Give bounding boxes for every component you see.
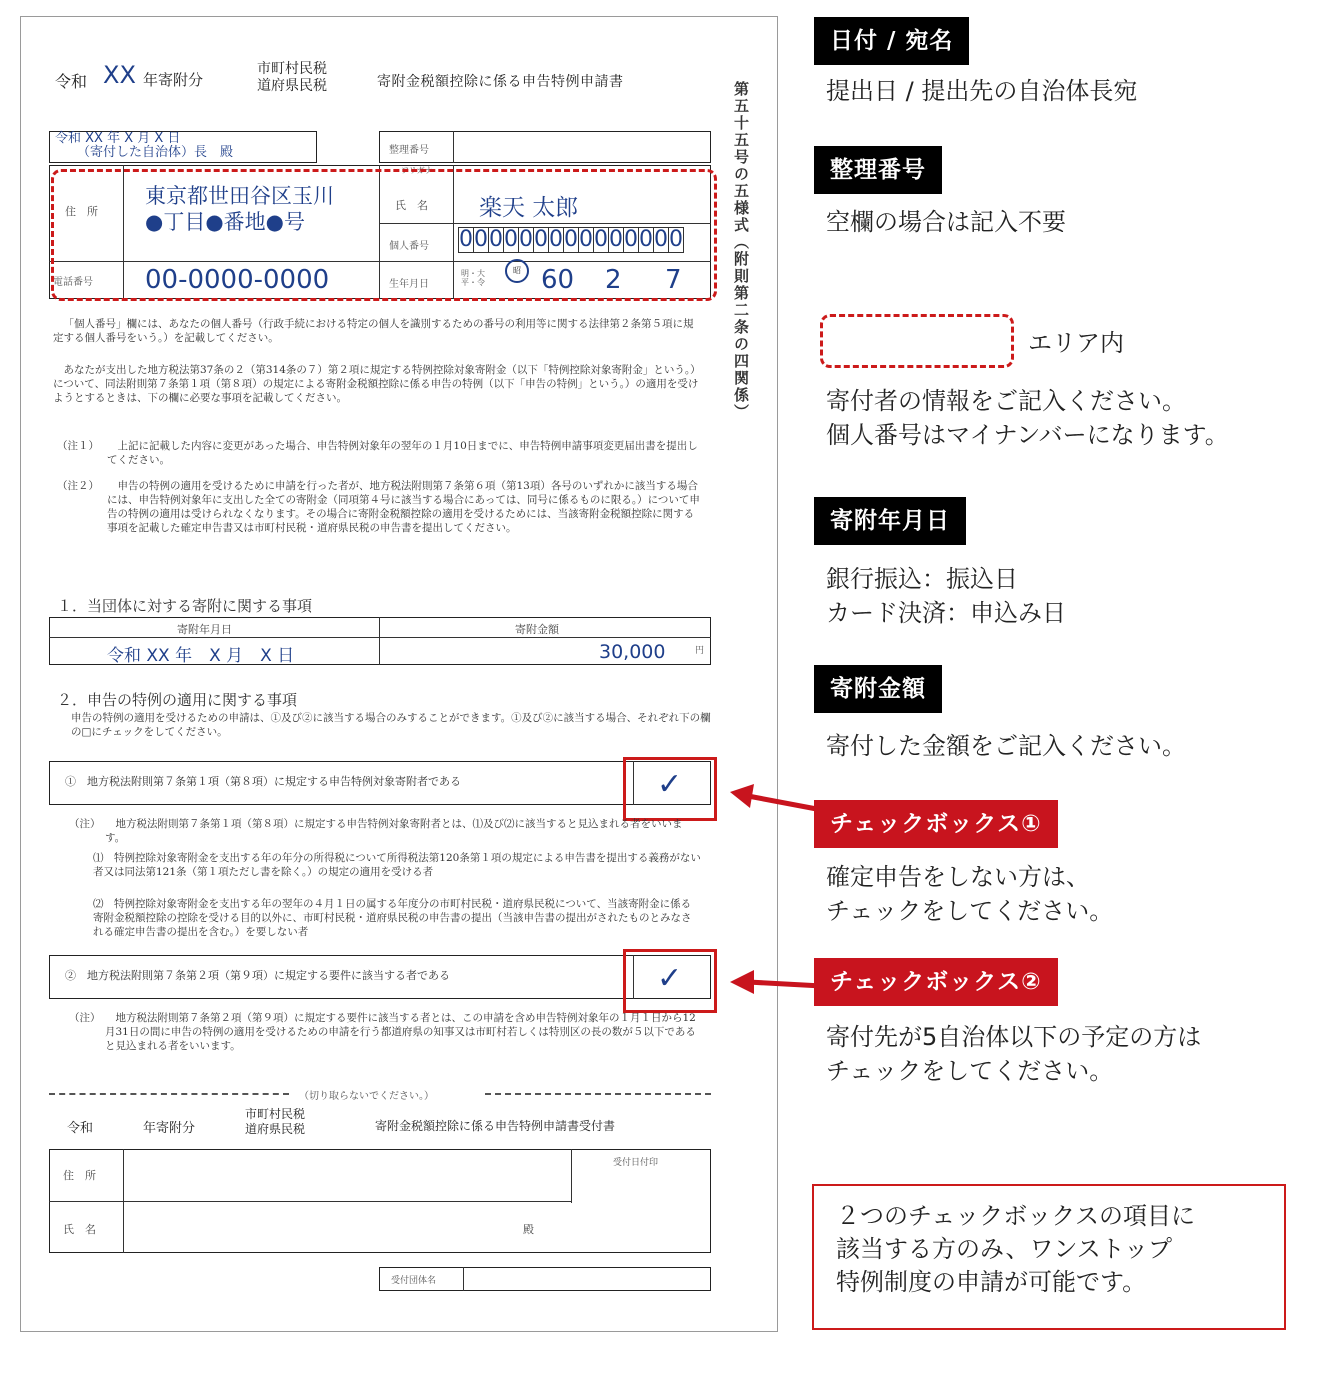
- prefectural-tax: 道府県民税: [257, 78, 327, 94]
- application-form: [20, 16, 778, 1332]
- checkbox2-desc-line-2: チェックをしてください。: [826, 1057, 1114, 1085]
- my-number-digit: 0: [579, 227, 593, 252]
- my-number-digit: 0: [669, 227, 683, 252]
- receipt-reiwa: 令和: [67, 1121, 94, 1136]
- note-line-1: ２つのチェックボックスの項目に: [836, 1202, 1196, 1230]
- item1-sub1: ⑴ 特例控除対象寄附金を支出する年の年分の所得税について所得税法第120条第１項の規定による申告書を提出する義務がない者又は同法第121条（第１項ただし書を除く。）の規定の適用を受ける者: [93, 852, 701, 878]
- form-vertical-title: 第五十五号の五様式（附則第二条の四関係）: [732, 81, 750, 421]
- my-number-digit: 0: [459, 227, 473, 252]
- cut-line-right: [485, 1093, 711, 1095]
- name-label: 氏 名: [395, 199, 428, 212]
- yen-unit: 円: [695, 646, 705, 656]
- name-value: 楽天 太郎: [479, 195, 579, 221]
- date-recipient-text: [55, 132, 233, 160]
- my-number-digit: 0: [549, 227, 563, 252]
- receipt-org-label: 受付団体名: [391, 1276, 437, 1286]
- item2-note: 地方税法附則第７条第２項（第９項）に規定する要件に該当する者とは、この申請を含め申告特例対象年の１月１日から12月31日の間に申告の特例の適用を受けるための申請を行う都道府県の知事又は市町村若しくは特別区の長の数が５以下であると見込まれる者をいいます。: [105, 1012, 696, 1052]
- submit-date: 令和 XX 年 X 月 X 日: [55, 131, 181, 146]
- phone-value: 00-0000-0000: [145, 265, 330, 295]
- checkbox1-text: ① 地方税法附則第７条第１項（第８項）に規定する申告特例対象寄附者である: [65, 775, 461, 788]
- receipt-prefectural-tax: 道府県民税: [245, 1122, 306, 1136]
- receipt-address-label: 住 所: [63, 1169, 96, 1182]
- donation-date-desc-line-2: カード決済：申込み日: [826, 599, 1066, 627]
- era-showa-circle: 昭: [505, 259, 529, 283]
- birth-day: 7: [665, 265, 682, 295]
- section1-title: １．当団体に対する寄附に関する事項: [57, 597, 313, 615]
- municipal-tax: 市町村民税: [257, 61, 327, 77]
- checkbox2-text: ② 地方税法附則第７条第２項（第９項）に規定する要件に該当する者である: [65, 969, 450, 982]
- my-number-digit: 0: [564, 227, 578, 252]
- my-number-label: 個人番号: [389, 241, 429, 252]
- era-marks: 明・大 平・令: [461, 269, 485, 287]
- header-year-xx: XX: [103, 61, 136, 89]
- note2-text: 申告の特例の適用を受けるために申請を行った者が、地方税法附則第７条第６項（第13項）各号のいずれかに該当する場合には、申告特例対象年に支出した全ての寄附金（同項第４号に該当する場合にあっては、同号に係るものに限る。）について申告の特例の適用は受けられなくなります。その場合に寄附金税額控除の適用を受けるためには、当該寄附金税額控除に関する事項を記載した確定申告書又は市町村民税・道府県民税の申告書を提出してください。: [107, 480, 700, 534]
- item2-note-label: （注）: [69, 1012, 101, 1024]
- my-number-digit: 0: [624, 227, 638, 252]
- address-label: 住 所: [65, 205, 98, 218]
- area-desc-line-1: 寄付者の情報をご記入ください。: [826, 387, 1186, 415]
- my-number-digit: 0: [519, 227, 533, 252]
- checkbox2-annotation-desc: [826, 1020, 1201, 1088]
- section2-intro: 申告の特例の適用を受けるための申請は、①及び②に該当する場合のみすることができます。①及び②に該当する場合、それぞれ下の欄の□にチェックをしてください。: [71, 712, 711, 738]
- receipt-municipal-tax: 市町村民税: [245, 1107, 306, 1121]
- recipient: （寄付した自治体）長 殿: [77, 145, 234, 160]
- item1-note: 地方税法附則第７条第１項（第８項）に規定する申告特例対象寄附者とは、⑴及び⑵に該当すると見込まれる者をいいます。: [105, 818, 683, 844]
- checkbox2-highlight: [623, 949, 717, 1013]
- checkbox1-highlight: [623, 757, 717, 821]
- special-case-instruction: あなたが支出した地方税法第37条の２（第314条の７）第２項に規定する特例控除対象寄附金（以下「特例控除対象寄附金」という。）について、同法附則第７条第１項（第８項）の規定による寄附金税額控除に係る申告の特例（以下「申告の特例」という。）の適用を受けようとするときは、下の欄に必要な事項を記載してください。: [53, 364, 701, 404]
- address-line-1: 東京都世田谷区玉川: [145, 184, 334, 208]
- header-tax-types: [257, 61, 327, 95]
- my-number-digit: 0: [594, 227, 608, 252]
- item1-sub2: ⑵ 特例控除対象寄附金を支出する年の翌年の４月１日の属する年度分の市町村民税・道府県民税について、当該寄附金に係る寄附金税額控除の控除を受ける目的以外に、市町村民税・道府県民税の申告書の提出（当該申告書の提出がされたものとみなされる確定申告書の提出を含む。）を要しない者: [93, 898, 692, 938]
- phone-label: 電話番号: [53, 277, 93, 288]
- header-year-suffix: 年寄附分: [143, 71, 204, 89]
- eligibility-note: [812, 1184, 1286, 1330]
- ref-number-annotation-desc: 空欄の場合は記入不要: [826, 208, 1066, 236]
- donation-date-value: 令和 XX 年 X 月 X 日: [107, 646, 295, 666]
- my-number-digit: 0: [654, 227, 668, 252]
- item1-note-label: （注）: [69, 818, 101, 830]
- cut-line-left: [49, 1093, 289, 1095]
- address-line-2: ●丁目●番地●号: [145, 210, 305, 234]
- checkbox1-check[interactable]: ✓: [657, 767, 683, 802]
- my-number-digit: 0: [639, 227, 653, 252]
- my-number-digit: 0: [534, 227, 548, 252]
- receipt-stamp-label: 受付日付印: [613, 1158, 659, 1168]
- donation-date-desc-line-1: 銀行振込：振込日: [826, 565, 1018, 593]
- note-line-3: 特例制度の申請が可能です。: [836, 1268, 1147, 1296]
- checkbox1-annotation-label: チェックボックス①: [814, 800, 1058, 848]
- note1-text: 上記に記載した内容に変更があった場合、申告特例対象年の翌年の１月10日までに、申告特例申請事項変更届出書を提出してください。: [107, 440, 698, 466]
- checkbox2-annotation-label: チェックボックス②: [814, 958, 1058, 1006]
- my-number-digit: 0: [489, 227, 503, 252]
- amount-annotation-desc: 寄付した金額をご記入ください。: [826, 732, 1186, 760]
- checkbox1-desc-line-1: 確定申告をしない方は、: [826, 863, 1090, 891]
- checkbox2-desc-line-1: 寄付先が5自治体以下の予定の方は: [826, 1023, 1202, 1051]
- form-title: 寄附金税額控除に係る申告特例申請書: [377, 74, 624, 90]
- checkbox1-desc-line-2: チェックをしてください。: [826, 897, 1114, 925]
- note-line-2: 該当する方のみ、ワンストップ: [836, 1235, 1172, 1263]
- my-number-instruction: 「個人番号」欄には、あなたの個人番号（行政手続における特定の個人を識別するための番号の利用等に関する法律第２条第５項に規定する個人番号をいう。）を記載してください。: [53, 318, 694, 344]
- donation-amount-value: 30,000: [599, 641, 666, 663]
- birth-month: 2: [605, 265, 622, 295]
- date-recipient-label: 日付 / 宛名: [814, 17, 969, 65]
- area-desc: [826, 384, 1229, 452]
- checkbox1-arrow: [726, 780, 826, 820]
- area-desc-line-2: 個人番号はマイナンバーになります。: [826, 421, 1229, 449]
- checkbox1-annotation-desc: [826, 860, 1113, 928]
- donation-date-annotation-desc: [826, 562, 1066, 630]
- header-reiwa: 令和: [55, 72, 88, 91]
- my-number-digit: 0: [504, 227, 518, 252]
- birth-year: 60: [541, 265, 575, 295]
- furigana-label: フリガナ: [401, 166, 433, 175]
- checkbox2-arrow: [726, 964, 826, 1004]
- my-number-digit: 0: [474, 227, 488, 252]
- receipt-dono: 殿: [523, 1223, 534, 1236]
- ref-number-label: 整理番号: [389, 145, 429, 156]
- amount-annotation-label: 寄附金額: [814, 665, 942, 713]
- section2-title: ２．申告の特例の適用に関する事項: [57, 691, 298, 709]
- receipt-title: 寄附金税額控除に係る申告特例申請書受付書: [375, 1119, 616, 1133]
- area-legend-dashed-box: [820, 314, 1014, 368]
- receipt-tax-types: [245, 1107, 305, 1137]
- donation-date-annotation-label: 寄附年月日: [814, 497, 966, 545]
- receipt-year-suffix: 年寄附分: [143, 1121, 196, 1136]
- donation-amount-header: 寄附金額: [515, 623, 559, 636]
- receipt-name-label: 氏 名: [63, 1223, 96, 1236]
- donor-info-area-highlight: [51, 169, 717, 301]
- area-legend-text: エリア内: [1028, 329, 1124, 357]
- date-recipient-desc: 提出日 / 提出先の自治体長宛: [826, 77, 1138, 105]
- note1-label: （注１）: [57, 440, 99, 452]
- my-number-digit: 0: [609, 227, 623, 252]
- checkbox2-check[interactable]: ✓: [657, 961, 683, 996]
- ref-number-annotation-label: 整理番号: [814, 146, 942, 194]
- birth-label: 生年月日: [389, 279, 429, 290]
- note2-label: （注２）: [57, 480, 99, 492]
- cut-line-text: （切り取らないでください。）: [299, 1091, 434, 1102]
- donation-date-header: 寄附年月日: [177, 623, 232, 636]
